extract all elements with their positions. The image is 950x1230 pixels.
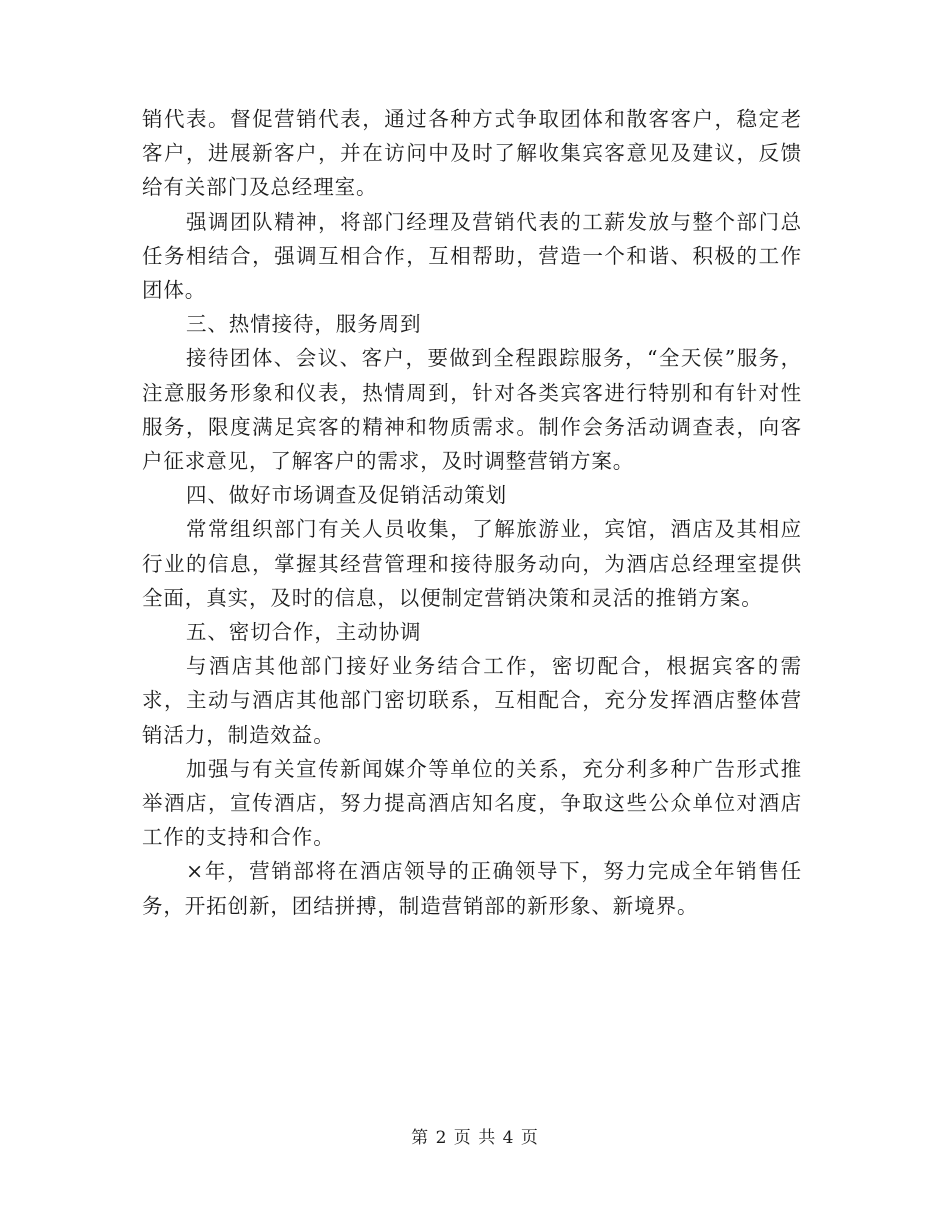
paragraph-10: ×年，营销部将在酒店领导的正确领导下，努力完成全年销售任务，开拓创新，团结拼搏，制造营销部的新形象、新境界。 bbox=[142, 859, 802, 918]
paragraph-6: 常常组织部门有关人员收集，了解旅游业，宾馆，酒店及其相应行业的信息，掌握其经营管理和接待服务动向，为酒店总经理室提供全面，真实，及时的信息，以便制定营销决策和灵活的推销方案。 bbox=[142, 517, 802, 610]
paragraph-8: 与酒店其他部门接好业务结合工作，密切配合，根据宾客的需求，主动与酒店其他部门密切联系，互相配合，充分发挥酒店整体营销活力，制造效益。 bbox=[142, 654, 802, 747]
paragraph-1: 销代表。督促营销代表，通过各种方式争取团体和散客客户，稳定老客户，进展新客户，并在访问中及时了解收集宾客意见及建议，反馈给有关部门及总经理室。 bbox=[142, 107, 802, 200]
paragraph-9: 加强与有关宣传新闻媒介等单位的关系，充分利多种广告形式推举酒店，宣传酒店，努力提高酒店知名度，争取这些公众单位对酒店工作的支持和合作。 bbox=[142, 756, 802, 850]
page-number-footer: 第 2 页 共 4 页 bbox=[411, 1128, 539, 1148]
document-body bbox=[142, 102, 802, 923]
section-heading-3: 三、热情接待，服务周到 bbox=[186, 312, 422, 337]
paragraph-4: 接待团体、会议、客户，要做到全程跟踪服务，“全天侯”服务，注意服务形象和仪表，热情周到，针对各类宾客进行特别和有针对性服务，限度满足宾客的精神和物质需求。制作会务活动调查表，向客户征求意见，了解客户的需求，及时调整营销方案。 bbox=[142, 346, 802, 474]
section-heading-4: 四、做好市场调查及促销活动策划 bbox=[186, 483, 507, 508]
paragraph-2: 强调团队精神，将部门经理及营销代表的工薪发放与整个部门总任务相结合，强调互相合作，互相帮助，营造一个和谐、积极的工作团体。 bbox=[142, 209, 802, 303]
section-heading-5: 五、密切合作，主动协调 bbox=[186, 620, 422, 645]
